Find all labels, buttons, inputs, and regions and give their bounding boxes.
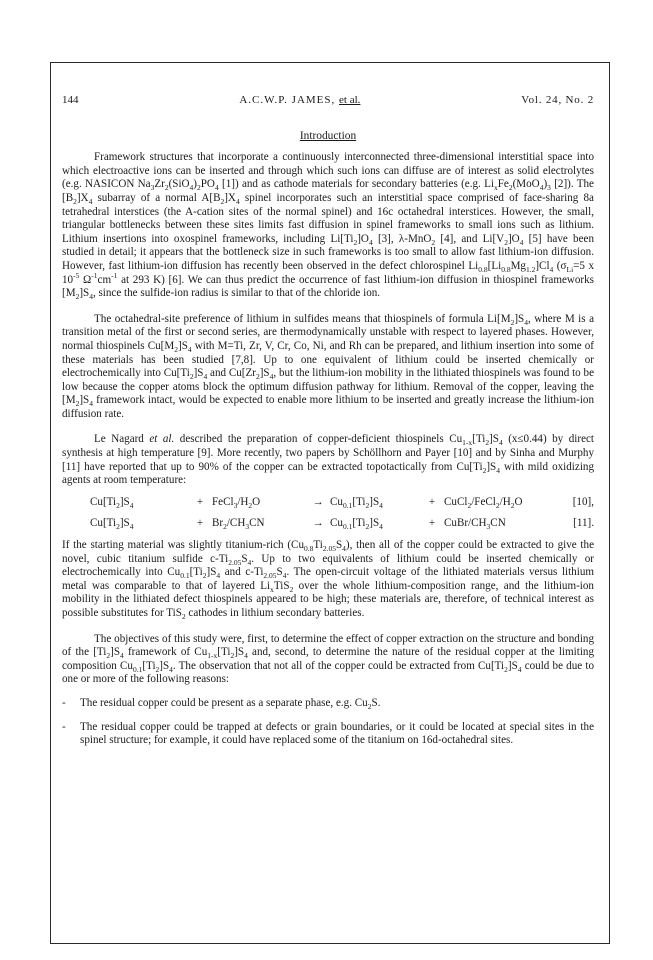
section-title: Introduction (299, 129, 357, 142)
reaction-equation-1 (62, 496, 594, 510)
eq-product: $Cu_{0.1}[Ti_2]S_4$ (330, 495, 383, 510)
eq-byproduct: CuBr/$CH_3CN$ (444, 517, 506, 532)
list-item: - The residual copper could be trapped at defects or grain boundaries, or it could be located at special sites in the spinel structure; for example, it could have replaced some of the titanium on 16d-octahedral sites. (62, 721, 594, 748)
running-author (239, 94, 360, 108)
paragraph-2: The octahedral-site preference of lithium in sulfides means that thiospinels of formula $Li[M_2]S_4$, where M is a transition metal of the first or second series, are thermodynamically unstable with respect to layered phases. However, normal thiospinels $Cu[M_2]S_4$ with M=Ti, Zr, V, Cr, Co, Ni, and Rh can be prepared, and lithium insertion into some of these materials has been studied [7,8]. Up to one equivalent of lithium could be inserted chemically or electrochemically into $Cu[Ti_2]S_4$ and $Cu[Zr_2]S_4$, but the lithium-ion mobility in the lithiated thiospinels was found to be low because the copper atoms block the optimum diffusion pathway for lithium. Removal of the copper, leaving the $[M_2]S_4$ framework intact, would be expected to enable more lithium to be inserted and greatly increase the lithium-ion diffusion rate. (62, 312, 595, 420)
eq-reactant: $Cu[Ti_2]S_4$ (90, 495, 134, 510)
eq-reagent: $FeCl_3/H_2O$ (212, 495, 261, 510)
running-header (62, 94, 594, 108)
paragraph-1: Framework structures that incorporate a continuously interconnected three-dimensional interstitial space into which electroactive ions can be inserted and through which such ions can diffuse are of interest as solid electrolytes (e.g. NASICON $Na_3Zr_2(SiO_4)_2PO_4$ [1]) and as cathode materials for secondary batteries (e.g. $Li_xFe_2(MoO_4)_3$ [2]). The $[B_2]X_4$ subarray of a normal $A[B_2]X_4$ spinel incorporates such an interstitial space comprised of face-sharing 8a tetrahedral interstices (the A-cation sites of the normal spinel) and 16c octahedral interstices. However, the small, triangular bottlenecks between these sites limits fast diffusion in spinel frameworks to small ions such as lithium. Lithium insertions into oxospinel frameworks, including $Li[Ti_2]O_4$ [3], λ-MnO$_2$ [4], and $Li[V_2]O_4$ [5] have been studied in detail; it appears that the bottleneck size in such frameworks is too small to allow fast lithium-ion diffusion. However, fast lithium-ion diffusion has recently been observed in the defect chlorospinel $Li_{0.8}[Li_{0.8}Mg_{1.2}]Cl_4$ ($\sigma_{Li}=5$ x $10^{-5}$ $\Omega^{-1}cm^{-1}$ at 293 K) [6]. We can thus predict the occurrence of fast lithium-ion diffusion in thiospinel frameworks $[M_2]S_4$, since the sulfide-ion radius is similar to that of the chloride ion. (62, 151, 595, 302)
eq-product: $Cu_{0.1}[Ti_2]S_4$ (330, 517, 383, 532)
author-et-al: et al. (339, 94, 361, 106)
eq-plus: + (196, 495, 204, 508)
eq-reagent: $Br_2/CH_3CN$ (212, 517, 265, 532)
author-name: A.C.W.P. JAMES, (239, 94, 340, 106)
eq-reactant: $Cu[Ti_2]S_4$ (90, 517, 134, 532)
eq-reference: [10], (572, 495, 594, 508)
paragraph-4: If the starting material was slightly titanium-rich $(Cu_{0.8}Ti_{2.05}S_4)$, then all of the copper could be extracted to give the novel, cubic titanium sulfide $c-Ti_{2.05}S_4$. Up to two equivalents of lithium could be inserted chemically or electrochemically into $Cu_{0.1}[Ti_2]S_4$ and $c-Ti_{2.05}S_4$. The open-circuit voltage of the lithiated materials versus lithium metal was comparable to that of layered $Li_xTiS_2$ over the whole lithium-composition range, and the lithium-ion mobility in the lithiated defect thiospinels appeared to be high; these materials are, therefore, of technical interest as possible substitutes for TiS$_2$ cathodes in lithium secondary batteries. (62, 539, 594, 621)
volume-issue: Vol. 24, No. 2 (521, 94, 594, 106)
eq-plus: + (196, 517, 204, 530)
paragraph-5: The objectives of this study were, first, to determine the effect of copper extraction on the structure and bonding of the $[Ti_2]S_4$ framework of $Cu_{1-x}[Ti_2]S_4$ and, second, to determine the nature of the residual copper at the limiting composition $Cu_{0.1}[Ti_2]S_4$. The observation that not all of the copper could be extracted from $Cu[Ti_2]S_4$ could be due to one or more of the following reasons: (62, 632, 594, 686)
eq-plus: + (428, 495, 436, 508)
page-number: 144 (62, 94, 79, 106)
list-item: - The residual copper could be present as a separate phase, e.g. $Cu_2S$. (62, 697, 594, 711)
eq-reference: [11]. (573, 517, 594, 530)
eq-arrow: → (312, 495, 324, 508)
reaction-equation-2 (62, 517, 594, 531)
reasons-list (62, 697, 594, 748)
reaction-equations (62, 496, 594, 531)
eq-byproduct: $CuCl_2/FeCl_2/H_2O$ (444, 495, 523, 510)
paragraph-3: Le Nagard et al. described the preparation of copper-deficient thiospinels $Cu_{1-x}[Ti_2]S_4$ (x≤0.44) by direct synthesis at high temperature [9]. More recently, two papers by Schöllhorn and Payer [10] and by Sinha and Murphy [11] have reported that up to 90% of the copper can be extracted topotactically from $Cu[Ti_2]S_4$ with mild oxidizing agents at room temperature: (62, 433, 594, 487)
eq-arrow: → (312, 517, 324, 530)
journal-page (62, 94, 594, 758)
eq-plus: + (428, 517, 436, 530)
